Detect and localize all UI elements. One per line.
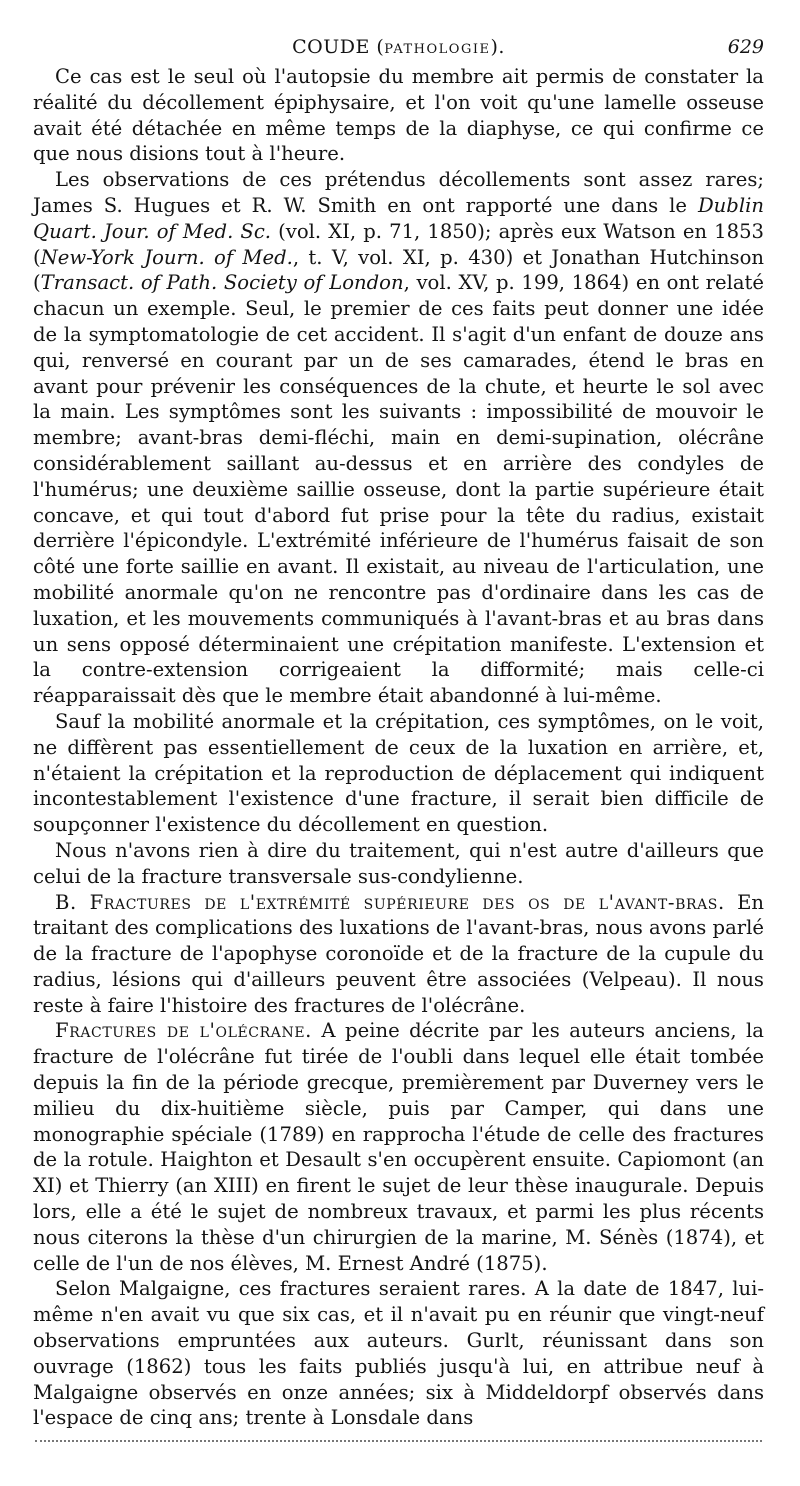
paragraph-autopsy: Ce cas est le seul où l'autopsie du membre ait permis de constater la réalité du décollement épiphysaire, et l'on voit qu'une lamelle osseuse avait été détachée en même temps de la diaphyse, ce qui confirme ce que nous disions tout à l'heure. bbox=[33, 65, 764, 166]
paragraph-symptoms: Sauf la mobilité anormale et la crépitation, ces symptômes, on le voit, ne diffèrent pas essentiellement de ceux de la luxation en arrière, et, n'étaient la crépitation et la reproduction de déplacement qui indiquent incontestablement l'existence d'une fracture, il serait bien difficile de soupçonner l'existence du décollement en question. bbox=[33, 709, 764, 837]
running-title-main: COUDE bbox=[292, 36, 370, 58]
text-run: A peine décrite par les auteurs anciens, la fracture de l'olécrâne fut tirée de l'oubli dans lequel elle était tombée depuis la fin de la période grecque, premièrement par Duverney vers le milieu du dix-huitième siècle, puis par Camper, qui dans une monographie spéciale (1789) en rapprocha l'étude de celle des fractures de la rotule. Haighton et Desault s'en occupèrent ensuite. Capiomont (an XI) et Thierry (an XIII) en firent le sujet de leur thèse inaugurale. Depuis lors, elle a été le sujet de nombreux travaux, et parmi les plus récents nous citerons la thèse d'un chirurgien de la marine, M. Sénès (1874), et celle de l'un de nos élèves, M. Ernest André (1875). bbox=[33, 1019, 764, 1275]
paragraph-treatment: Nous n'avons rien à dire du traitement, qui n'est autre d'ailleurs que celui de la fracture transversale sus-condylienne. bbox=[33, 838, 764, 888]
running-title-paren-close: ). bbox=[490, 36, 505, 58]
running-title-sub: PATHOLOGIE bbox=[384, 42, 491, 57]
text-run: En traitant des complications des luxations de l'avant-bras, nous avons parlé de la fracture de l'apophyse coronoïde et de la fracture de la cupule du radius, lésions qui d'ailleurs peuvent être associées (Velpeau). Il nous reste à faire l'histoire des fractures de l'olécrâne. bbox=[33, 890, 764, 1017]
text-run: , vol. XV, p. 199, 1864) en ont relaté chacun un exemple. Seul, le premier de ces faits peut donner une idée de la symptomatologie de cet accident. Il s'agit d'un enfant de douze ans qui, renversé en courant par un de ses camarades, étend le bras en avant pour prévenir les conséquences de la chute, et heurte le sol avec la main. Les symptômes sont les suivants : impossibilité de mouvoir le membre; avant-bras demi-fléchi, main en demi-supination, olécrâne considérablement saillant au-dessus et en arrière des condyles de l'humérus; une deuxième saillie osseuse, dont la partie supérieure était concave, et qui tout d'abord fut prise pour la tête du radius, existait derrière l'épicondyle. L'extrémité inférieure de l'humérus faisait de son côté une forte saillie en avant. Il existait, au niveau de l'articulation, une mobilité anormale qu'on ne rencontre pas d'ordinaire dans les cas de luxation, et les mouvements communiqués à l'avant-bras et au bras dans un sens opposé déterminaient une crépitation manifeste. L'extension et la contre-extension corrigeaient la difformité; mais celle-ci réapparaissait dès que le membre était abandonné à lui-même. bbox=[33, 271, 764, 708]
dotted-divider bbox=[35, 1440, 762, 1442]
running-title bbox=[33, 34, 764, 63]
paragraph-forearm-fractures bbox=[33, 890, 764, 1019]
section-heading: Fractures de l'olécrane. bbox=[55, 1019, 312, 1043]
body-text bbox=[33, 64, 764, 1431]
citation-dublin: Dublin Quart. Jour. of Med. Sc. bbox=[33, 193, 764, 243]
page-number: 629 bbox=[727, 36, 764, 58]
running-title-paren-open: ( bbox=[369, 36, 385, 58]
paragraph-observations bbox=[33, 167, 764, 709]
paragraph-malgaigne: Selon Malgaigne, ces fractures seraient rares. A la date de 1847, lui-même n'en avait vu que six cas, et il n'avait pu en réunir que vingt-neuf observations empruntées aux auteurs. Gurlt, réunissant dans son ouvrage (1862) tous les faits publiés jusqu'à lui, en attribue neuf à Malgaigne observés en onze années; six à Middeldorpf observés dans l'espace de cinq ans; trente à Lonsdale dans bbox=[33, 1277, 764, 1430]
paragraph-olecranon bbox=[33, 1018, 764, 1276]
running-header bbox=[33, 34, 764, 60]
text-run: , t. V, vol. XI, p. 430) et Jonathan Hutchinson ( bbox=[33, 245, 764, 295]
citation-transact: Transact. of Path. Society of London bbox=[40, 271, 404, 295]
section-heading: B. Fractures de l'extrémité supérieure des os de l'avant-bras. bbox=[55, 890, 725, 914]
text-run: (vol. XI, p. 71, 1850); après eux Watson en 1853 ( bbox=[33, 219, 764, 269]
citation-new-york: New-York Journ. of Med. bbox=[40, 245, 293, 269]
text-run: Les observations de ces prétendus décollements sont assez rares; James S. Hugues et R. W. Smith en ont rapporté une dans le bbox=[33, 168, 764, 217]
